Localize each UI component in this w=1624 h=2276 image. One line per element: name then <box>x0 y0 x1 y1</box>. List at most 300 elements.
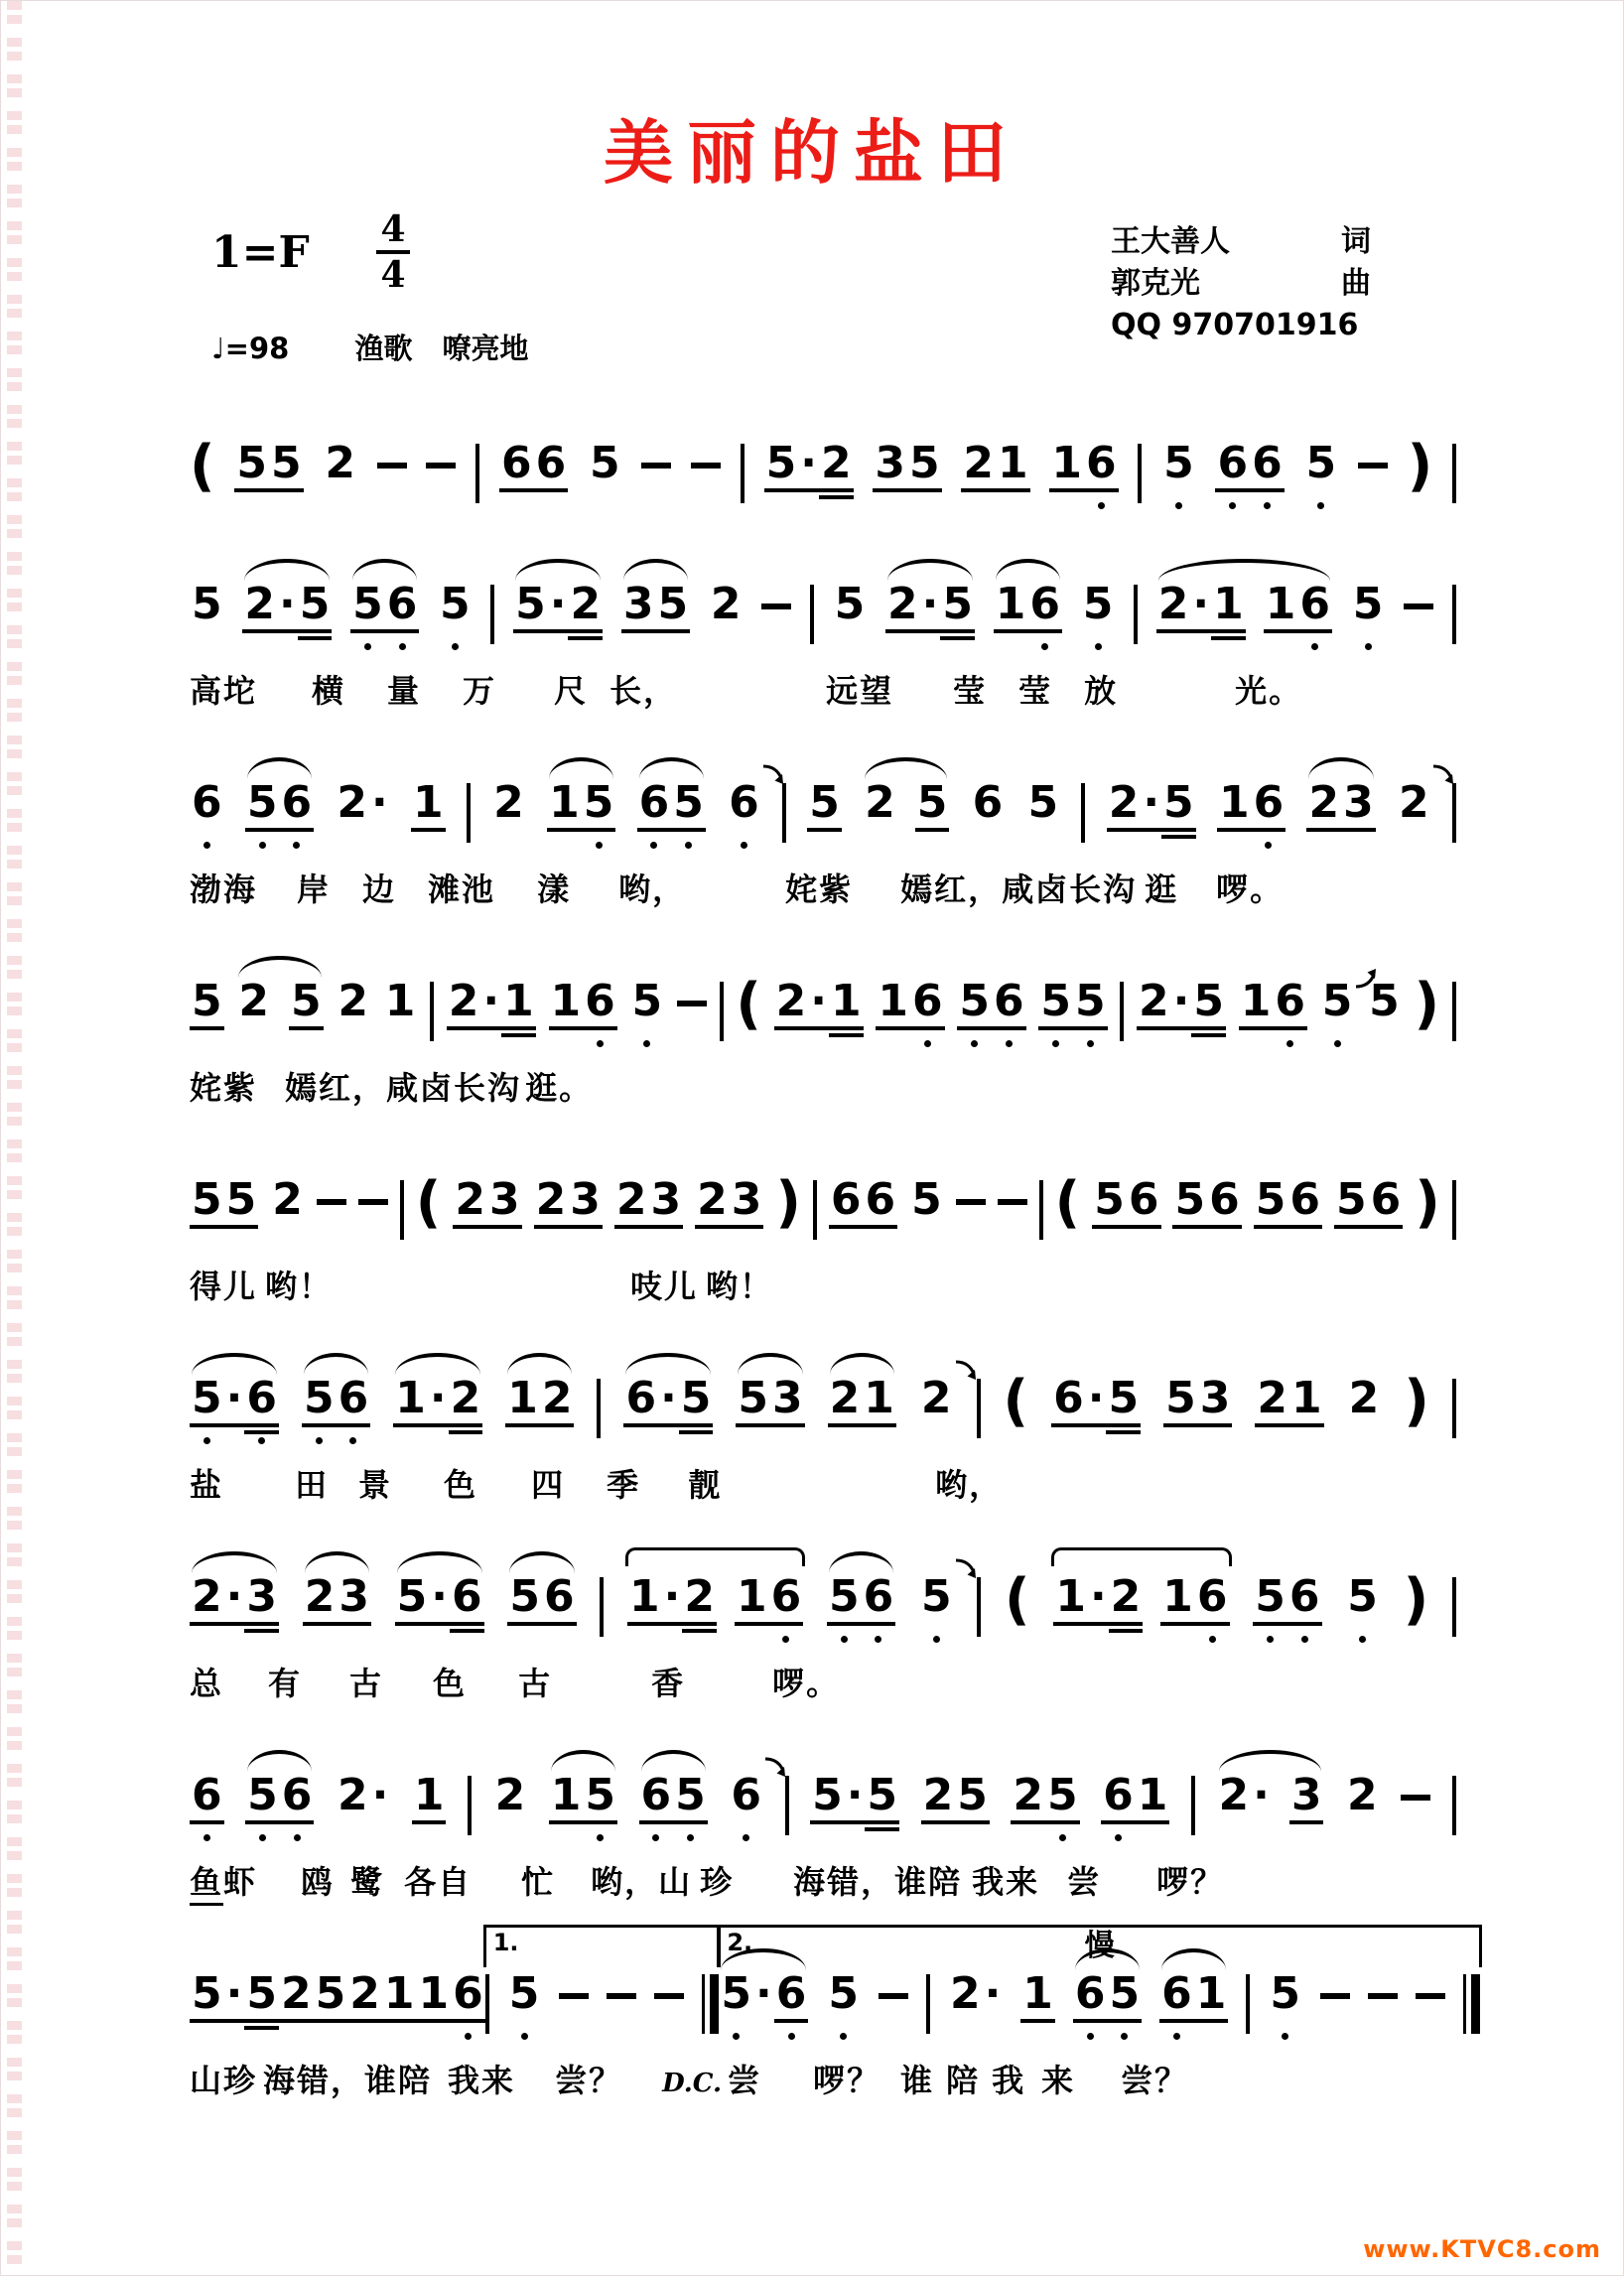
beam-line <box>961 488 996 492</box>
note-char <box>499 438 534 511</box>
note-glyph: 5 <box>1352 579 1384 629</box>
beam-line <box>411 828 446 832</box>
music-system <box>190 743 1456 942</box>
note-glyph: 6 <box>1074 1968 1106 2019</box>
beam-line <box>865 1820 899 1824</box>
music-line <box>190 1339 1456 1446</box>
note-char <box>948 1968 983 2042</box>
note-glyph: 6 <box>192 1770 222 1820</box>
note-glyph: 2 <box>272 1174 303 1225</box>
lyricist-role: 词 <box>1341 224 1371 259</box>
note-glyph: 6 <box>640 1770 672 1820</box>
lyric-syllable: 尝 <box>728 2062 762 2099</box>
augmentation-dot: · <box>371 777 388 828</box>
note-char <box>347 1968 382 2042</box>
note-glyph: 6 <box>246 1373 277 1423</box>
lyric-gap <box>396 899 428 900</box>
note-token <box>695 1174 763 1248</box>
parenthesis: ) <box>1404 1369 1429 1433</box>
note-glyph: 2 <box>493 777 524 828</box>
left-watermark-strip <box>7 1 22 2275</box>
lyric-syllable: 尝 <box>1067 1863 1102 1901</box>
note-char <box>190 777 224 851</box>
note-token <box>1053 1571 1143 1645</box>
beam-line <box>629 1026 664 1030</box>
note-token <box>1159 1968 1228 2042</box>
octave-dot-slot <box>1171 1037 1192 1049</box>
lyric-syllable: 尝？ <box>555 2062 623 2099</box>
note-glyph: 5 <box>1305 438 1337 488</box>
note-char <box>451 1968 485 2042</box>
beam-line <box>382 2019 417 2023</box>
duration-dash <box>641 463 671 469</box>
octave-dot-slot <box>1239 1037 1274 1049</box>
augmentation-dot: · <box>660 1373 677 1423</box>
low-octave-dot <box>583 1831 617 1843</box>
note-glyph: 2 <box>1398 777 1429 828</box>
note-char <box>774 976 809 1049</box>
lyric-syllable: 岸 <box>297 870 332 908</box>
lyric-syllable: 莹 <box>1018 672 1053 710</box>
note-token <box>453 1174 521 1248</box>
beam-line <box>679 1423 714 1427</box>
tempo-mark: ♩=98 <box>211 332 290 365</box>
note-char <box>1320 976 1355 1049</box>
note-char <box>1109 1571 1144 1645</box>
low-octave-dot <box>671 839 706 851</box>
beam-line <box>1027 629 1062 633</box>
beam-line <box>507 1622 542 1626</box>
note-char <box>337 1571 371 1645</box>
note-char <box>1289 1770 1324 1843</box>
note-char <box>350 579 385 652</box>
barline <box>1452 585 1456 644</box>
beam-line <box>279 2019 314 2023</box>
barline <box>720 982 724 1041</box>
note-glyph: 5 <box>1255 1174 1286 1225</box>
beam-line <box>1137 1026 1171 1030</box>
note-glyph: 2 <box>541 1373 573 1423</box>
beam-line <box>920 629 941 633</box>
note-token <box>1156 579 1246 652</box>
note-token <box>909 1174 944 1248</box>
note-glyph: 1 <box>1265 579 1296 629</box>
lyric-syllable: 谁陪 <box>894 1863 963 1901</box>
note-glyph: 1 <box>384 976 416 1026</box>
note-token <box>828 1373 896 1446</box>
note-glyph: 1 <box>878 976 908 1026</box>
beam-line <box>1254 1225 1288 1229</box>
note-glyph: 2 <box>1257 1373 1287 1423</box>
note-token <box>190 579 224 652</box>
note-glyph: 5 <box>192 1174 222 1225</box>
lyric-syllable: 古 <box>518 1665 553 1702</box>
beam-line <box>1273 1026 1307 1030</box>
beam-line <box>682 1622 717 1626</box>
low-octave-dot <box>1250 499 1285 511</box>
lyric-syllable: 季 <box>607 1466 641 1504</box>
note-glyph: 5 <box>509 1571 540 1622</box>
octave-dot-slot <box>1172 1236 1207 1248</box>
octave-dot-slot <box>568 1236 603 1248</box>
note-char <box>1345 1770 1380 1843</box>
note-glyph: 1 <box>413 1770 445 1820</box>
beam-line <box>236 1026 271 1030</box>
lyric-gap <box>880 2090 900 2091</box>
beam-line <box>1053 1622 1088 1626</box>
octave-dot-slot <box>1334 1236 1369 1248</box>
octave-dot-slot <box>513 640 548 652</box>
final-thick-line <box>1471 1974 1480 2034</box>
low-octave-dot <box>280 1831 315 1843</box>
beam-line <box>1289 1820 1324 1824</box>
note-token <box>948 1968 1003 2042</box>
note-glyph: 2 <box>1013 1770 1043 1820</box>
note-char <box>1045 1770 1080 1843</box>
note-token <box>234 438 303 511</box>
note-char <box>1191 976 1226 1049</box>
gliss-down-arrow <box>1431 761 1457 791</box>
beam-line <box>1320 1026 1355 1030</box>
note-glyph: 2 <box>494 1770 526 1820</box>
note-char <box>770 1373 805 1446</box>
duration-dash <box>998 1199 1027 1205</box>
beam-line <box>1334 1225 1369 1229</box>
barline <box>977 1379 981 1438</box>
note-char <box>236 976 271 1049</box>
lyric-gap <box>329 1495 358 1496</box>
note-char <box>863 777 897 851</box>
note-glyph: 6 <box>1161 1968 1192 2019</box>
note-char <box>648 1174 683 1248</box>
lyric-syllable: 香 <box>651 1665 686 1702</box>
octave-dot-slot <box>242 640 277 652</box>
note-glyph: 5 <box>270 438 302 488</box>
beam-line <box>244 2019 279 2023</box>
barline <box>813 1180 817 1240</box>
note-char <box>1020 1968 1055 2042</box>
lyric-syllable: 咸卤 <box>386 1069 455 1107</box>
note-token <box>190 976 224 1049</box>
barline <box>1452 783 1456 843</box>
beam-line <box>583 1820 617 1824</box>
note-token <box>829 1174 897 1248</box>
note-char <box>487 1174 522 1248</box>
slur-group <box>863 777 949 851</box>
beam-line <box>637 828 672 832</box>
augmentation-dot: · <box>1087 1373 1105 1423</box>
beam-line <box>1109 1622 1144 1626</box>
note-char <box>501 976 536 1049</box>
lyric-syllable: 啰？ <box>1156 1863 1225 1901</box>
octave-dot-slot <box>428 1434 449 1446</box>
note-char <box>658 1373 679 1446</box>
augmentation-dot: · <box>549 579 567 629</box>
octave-dot-slot <box>1106 1434 1141 1446</box>
octave-dot-slot <box>336 1037 370 1049</box>
note-token <box>1051 1373 1141 1446</box>
octave-dot-slot <box>336 1831 370 1843</box>
lyric-syllable: 哟，山 <box>591 1863 693 1901</box>
note-char <box>1073 976 1108 1049</box>
note-glyph: 5 <box>1174 1174 1206 1225</box>
lyric-gap <box>552 1693 651 1694</box>
beam-line <box>190 828 224 832</box>
beam-line <box>648 1225 683 1229</box>
note-token <box>588 438 622 511</box>
octave-dot-slot <box>190 2030 224 2042</box>
octave-dot-slot <box>1161 839 1196 851</box>
lyric-syllable: 光。 <box>1235 672 1303 710</box>
note-char <box>810 1770 845 1843</box>
beam-line <box>1345 1820 1380 1824</box>
octave-dot-slot <box>548 640 569 652</box>
beam-line <box>827 1622 862 1626</box>
beam-line <box>1303 488 1338 492</box>
note-char <box>1027 579 1062 652</box>
note-char <box>547 777 582 851</box>
note-glyph: 2 <box>280 1968 312 2019</box>
beam-line <box>862 1622 896 1626</box>
parenthesis: ) <box>1415 1170 1440 1235</box>
note-char <box>1011 1770 1045 1843</box>
beam-line <box>190 2019 224 2023</box>
note-glyph: 5 <box>828 1968 859 2019</box>
note-glyph: 5 <box>1027 777 1059 828</box>
lyric-gap <box>257 899 297 900</box>
octave-dot-slot <box>885 640 920 652</box>
lyric-gap <box>698 1296 706 1297</box>
octave-dot-slot <box>1141 839 1161 851</box>
beam-line <box>369 828 390 832</box>
octave-dot-slot <box>1207 1236 1242 1248</box>
barline <box>741 444 744 503</box>
octave-dot-slot <box>1051 1434 1086 1446</box>
barline <box>485 1974 489 2034</box>
note-glyph: 5 <box>1094 1174 1125 1225</box>
octave-dot-slot <box>1163 1434 1198 1446</box>
beam-line <box>957 1026 992 1030</box>
lyric-gap <box>1052 701 1084 702</box>
duration-dash <box>761 603 791 609</box>
lyrics-line <box>190 1460 1456 1506</box>
note-token <box>1137 976 1226 1049</box>
note-char <box>1369 1174 1404 1248</box>
beam-line <box>736 1423 770 1427</box>
note-char <box>671 777 706 851</box>
octave-dot-slot <box>695 1236 730 1248</box>
note-glyph: 6 <box>729 777 759 828</box>
note-char <box>449 1373 483 1446</box>
lyric-syllable: 鹭 <box>350 1863 385 1901</box>
lyric-gap <box>257 1296 265 1297</box>
octave-dot-slot <box>499 499 534 511</box>
barline <box>430 982 434 1041</box>
beam-line <box>1172 1225 1207 1229</box>
beam-line <box>491 828 526 832</box>
beam-line <box>323 488 357 492</box>
barline <box>1138 444 1142 503</box>
note-glyph: 6 <box>543 1571 575 1622</box>
note-glyph: 5 <box>290 976 322 1026</box>
note-char <box>395 1571 430 1645</box>
credits-block <box>1111 221 1371 346</box>
beam-line <box>1161 828 1196 832</box>
low-octave-dot <box>1073 1037 1108 1049</box>
octave-dot-slot <box>505 1434 540 1446</box>
beam-line <box>1107 828 1142 832</box>
beam-line <box>302 1423 337 1427</box>
octave-dot-slot <box>845 1831 866 1843</box>
parenthesis: ) <box>1407 434 1433 498</box>
beam-line <box>1141 828 1161 832</box>
beam-line <box>1347 1423 1382 1427</box>
lyric-gap <box>467 1693 518 1694</box>
note-char <box>542 1571 577 1645</box>
low-octave-dot <box>910 1037 945 1049</box>
note-glyph: 1 <box>549 777 580 828</box>
low-octave-dot <box>827 1633 862 1645</box>
duration-dash <box>956 1199 986 1205</box>
note-char <box>1108 1968 1143 2042</box>
note-char <box>639 1770 674 1843</box>
note-char <box>819 438 854 511</box>
beam-line <box>245 828 280 832</box>
beam-line <box>242 629 277 633</box>
beam-line <box>499 488 534 492</box>
lyric-syllable: 啰。 <box>1216 870 1285 908</box>
beam-line <box>658 1423 679 1427</box>
low-octave-dot <box>245 839 280 851</box>
octave-dot-slot <box>1251 1831 1272 1843</box>
expression-mark: 渔歌 嘹亮地 <box>354 332 529 365</box>
note-token <box>1172 1174 1241 1248</box>
note-char <box>224 1571 245 1645</box>
note-glyph: 2 <box>455 1174 485 1225</box>
octave-dot-slot <box>1194 2030 1229 2042</box>
lyric-syllable: 哟！ <box>265 1268 334 1305</box>
beam-line <box>921 1820 956 1824</box>
note-glyph: 5 <box>192 579 222 629</box>
note-glyph: 6 <box>625 1373 657 1423</box>
note-glyph: 1 <box>1213 579 1244 629</box>
note-char <box>245 1770 280 1843</box>
octave-dot-slot <box>429 1633 450 1645</box>
lyric-syllable: 有 <box>268 1665 303 1702</box>
note-char <box>808 976 829 1049</box>
octave-dot-slot <box>1264 640 1298 652</box>
lyric-syllable: 鱼 <box>190 1857 223 1906</box>
note-glyph: 5 <box>1347 1571 1378 1622</box>
low-octave-dot <box>719 2030 753 2042</box>
note-char <box>1106 1373 1141 1446</box>
note-glyph: 3 <box>731 1174 762 1225</box>
octave-dot-slot <box>828 1434 863 1446</box>
note-glyph: 5 <box>440 579 471 629</box>
augmentation-dot: · <box>663 1571 681 1622</box>
note-char <box>1351 579 1386 652</box>
octave-dot-slot <box>190 1037 224 1049</box>
beam-line <box>907 488 942 492</box>
note-char <box>1092 1174 1127 1248</box>
octave-dot-slot <box>190 640 224 652</box>
note-glyph: 2 <box>1108 777 1140 828</box>
note-char <box>383 976 418 1049</box>
lyric-syllable: 量 <box>387 672 422 710</box>
lyric-syllable: 靓 <box>688 1466 723 1504</box>
octave-dot-slot <box>1011 1831 1045 1843</box>
octave-dot-slot <box>1107 839 1142 851</box>
note-glyph: 5 <box>236 438 267 488</box>
note-token <box>412 1770 447 1843</box>
lyric-syllable: 姹紫 <box>190 1069 258 1107</box>
beam-line <box>862 1423 896 1427</box>
note-glyph: 6 <box>993 976 1024 1026</box>
note-char <box>540 1373 575 1446</box>
note-char <box>493 1770 528 1843</box>
lyric-gap <box>980 2090 992 2091</box>
note-char <box>1215 438 1250 511</box>
note-token <box>1038 976 1107 1049</box>
parenthesis: ( <box>1003 1369 1029 1433</box>
beam-line <box>673 1820 708 1824</box>
octave-dot-slot <box>542 1633 577 1645</box>
note-glyph: 2 <box>448 976 479 1026</box>
note-token <box>735 1571 803 1645</box>
beam-line <box>383 1026 418 1030</box>
note-glyph: 1 <box>550 1770 582 1820</box>
note-glyph: 1 <box>550 976 582 1026</box>
beam-line <box>764 488 799 492</box>
note-char <box>1141 777 1161 851</box>
beam-line <box>190 1820 224 1824</box>
octave-dot-slot <box>224 1633 245 1645</box>
note-glyph: 1 <box>864 1373 894 1423</box>
note-token <box>719 1968 808 2042</box>
contact-qq: QQ 970701916 <box>1111 308 1359 342</box>
note-char <box>961 438 996 511</box>
note-char <box>909 1174 944 1248</box>
volta-bracket <box>485 1929 720 2042</box>
note-char <box>1334 1174 1369 1248</box>
note-glyph: 3 <box>489 1174 520 1225</box>
note-glyph: 6 <box>775 1968 807 2019</box>
music-system <box>190 1538 1456 1736</box>
beam-line <box>1161 488 1196 492</box>
note-token <box>1347 1373 1382 1446</box>
beam-line <box>336 1820 370 1824</box>
tempo-change-text: 慢 <box>1084 1929 1115 1963</box>
note-char <box>280 1770 315 1843</box>
low-octave-dot <box>438 640 473 652</box>
octave-dot-slot <box>1198 1434 1233 1446</box>
beam-line <box>1160 1622 1195 1626</box>
lyric-gap <box>257 701 312 702</box>
note-char <box>807 777 842 851</box>
duration-dash <box>879 1993 908 1999</box>
music-line <box>190 1736 1456 1843</box>
octave-dot-slot <box>1156 640 1191 652</box>
note-glyph: 5 <box>396 1571 428 1622</box>
note-char <box>920 579 941 652</box>
octave-dot-slot <box>1136 1831 1170 1843</box>
note-token <box>1073 1968 1142 2042</box>
augmentation-dot: · <box>225 1571 243 1622</box>
note-char <box>730 1174 764 1248</box>
gliss-down-arrow <box>954 1357 980 1387</box>
note-glyph: 5 <box>657 579 689 629</box>
octave-dot-slot <box>1367 1037 1402 1049</box>
